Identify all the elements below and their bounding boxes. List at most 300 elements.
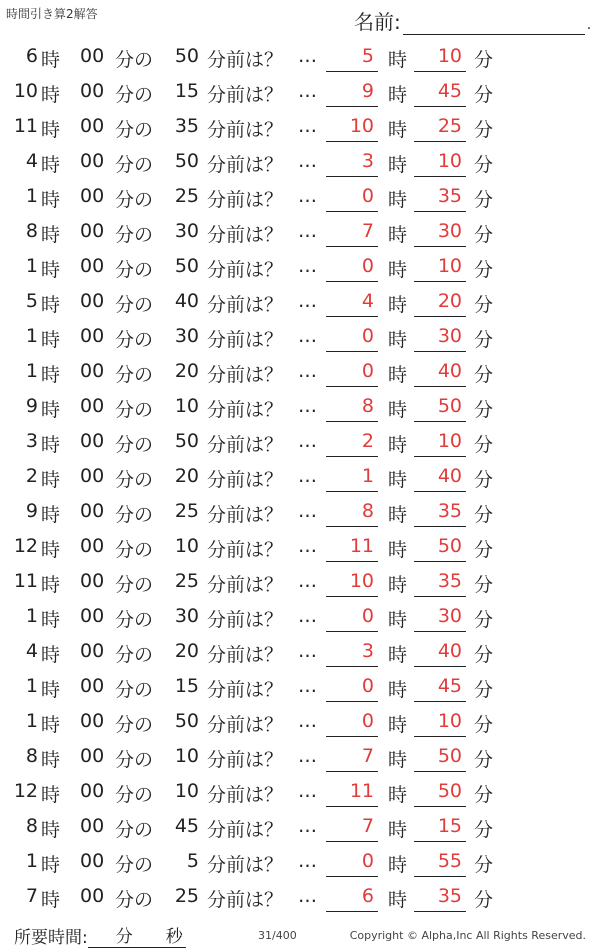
answer-hour[interactable]: 0: [326, 675, 378, 702]
start-minutes: 00: [80, 675, 105, 697]
start-minutes: 00: [80, 115, 105, 137]
answer-hour[interactable]: 11: [326, 780, 378, 807]
hour-unit: 時: [388, 504, 408, 526]
ellipsis: …: [298, 570, 317, 592]
minute-of-label: 分の: [115, 469, 154, 491]
hour-unit: 時: [388, 889, 408, 911]
answer-hour[interactable]: 7: [326, 815, 378, 842]
name-end-mark: .: [586, 17, 592, 33]
hour-unit: 時: [388, 819, 408, 841]
minute-of-label: 分の: [115, 889, 154, 911]
hour-unit: 時: [41, 714, 61, 736]
start-minutes: 00: [80, 80, 105, 102]
hour-unit: 時: [388, 294, 408, 316]
answer-hour[interactable]: 0: [326, 605, 378, 632]
start-minutes: 00: [80, 360, 105, 382]
minute-of-label: 分の: [115, 259, 154, 281]
problem-row: [0, 41, 600, 76]
minute-unit: 分: [474, 259, 494, 281]
start-hour: 1: [25, 850, 38, 872]
question-label: 分前は？: [207, 574, 284, 596]
start-hour: 2: [25, 465, 38, 487]
hour-unit: 時: [388, 644, 408, 666]
answer-hour[interactable]: 3: [326, 150, 378, 177]
hour-unit: 時: [41, 399, 61, 421]
minute-of-label: 分の: [115, 574, 154, 596]
answer-hour[interactable]: 8: [326, 395, 378, 422]
start-hour: 6: [25, 45, 38, 67]
ellipsis: …: [298, 640, 317, 662]
hour-unit: 時: [41, 364, 61, 386]
answer-minute[interactable]: 30: [414, 605, 466, 632]
minutes-unit: 分: [115, 927, 133, 947]
problem-row: [0, 181, 600, 216]
question-label: 分前は？: [207, 329, 284, 351]
answer-hour[interactable]: 6: [326, 885, 378, 912]
answer-minute[interactable]: 10: [414, 430, 466, 457]
subtract-minutes: 50: [174, 45, 199, 67]
answer-minute[interactable]: 35: [414, 570, 466, 597]
start-minutes: 00: [80, 640, 105, 662]
question-label: 分前は？: [207, 644, 284, 666]
minute-unit: 分: [474, 434, 494, 456]
ellipsis: …: [298, 115, 317, 137]
answer-hour[interactable]: 10: [326, 570, 378, 597]
copyright-notice: Copyright © Alpha,Inc All Rights Reserved.: [349, 929, 586, 942]
ellipsis: …: [298, 290, 317, 312]
answer-minute[interactable]: 50: [414, 395, 466, 422]
answer-hour[interactable]: 2: [326, 430, 378, 457]
hour-unit: 時: [41, 889, 61, 911]
minute-of-label: 分の: [115, 119, 154, 141]
hour-unit: 時: [41, 504, 61, 526]
ellipsis: …: [298, 80, 317, 102]
question-label: 分前は？: [207, 469, 284, 491]
answer-minute[interactable]: 35: [414, 500, 466, 527]
subtract-minutes: 50: [174, 150, 199, 172]
start-hour: 1: [25, 325, 38, 347]
subtract-minutes: 30: [174, 605, 199, 627]
subtract-minutes: 10: [174, 780, 199, 802]
start-hour: 12: [13, 535, 38, 557]
minute-of-label: 分の: [115, 399, 154, 421]
hour-unit: 時: [41, 644, 61, 666]
answer-minute[interactable]: 15: [414, 815, 466, 842]
subtract-minutes: 15: [174, 80, 199, 102]
start-hour: 12: [13, 780, 38, 802]
question-label: 分前は？: [207, 399, 284, 421]
minute-unit: 分: [474, 679, 494, 701]
minute-of-label: 分の: [115, 224, 154, 246]
minute-unit: 分: [474, 609, 494, 631]
hour-unit: 時: [388, 784, 408, 806]
minute-of-label: 分の: [115, 714, 154, 736]
answer-minute[interactable]: 40: [414, 360, 466, 387]
minute-of-label: 分の: [115, 784, 154, 806]
answer-minute[interactable]: 50: [414, 535, 466, 562]
ellipsis: …: [298, 325, 317, 347]
hour-unit: 時: [41, 119, 61, 141]
question-label: 分前は？: [207, 749, 284, 771]
start-hour: 1: [25, 255, 38, 277]
question-label: 分前は？: [207, 784, 284, 806]
minute-unit: 分: [474, 84, 494, 106]
question-label: 分前は？: [207, 434, 284, 456]
problem-row: [0, 426, 600, 461]
problem-row: [0, 76, 600, 111]
subtract-minutes: 50: [174, 255, 199, 277]
answer-hour[interactable]: 8: [326, 500, 378, 527]
answer-hour[interactable]: 0: [326, 850, 378, 877]
problem-row: [0, 706, 600, 741]
question-label: 分前は？: [207, 49, 284, 71]
problem-row: [0, 216, 600, 251]
hour-unit: 時: [388, 574, 408, 596]
answer-minute[interactable]: 45: [414, 80, 466, 107]
subtract-minutes: 10: [174, 535, 199, 557]
hour-unit: 時: [41, 854, 61, 876]
hour-unit: 時: [388, 49, 408, 71]
subtract-minutes: 10: [174, 395, 199, 417]
start-minutes: 00: [80, 500, 105, 522]
hour-unit: 時: [41, 679, 61, 701]
answer-minute[interactable]: 40: [414, 640, 466, 667]
minute-of-label: 分の: [115, 644, 154, 666]
subtract-minutes: 30: [174, 325, 199, 347]
start-hour: 4: [25, 150, 38, 172]
minute-of-label: 分の: [115, 84, 154, 106]
start-hour: 8: [25, 220, 38, 242]
minute-unit: 分: [474, 49, 494, 71]
answer-hour[interactable]: 5: [326, 45, 378, 72]
elapsed-time-blank[interactable]: [88, 929, 186, 948]
answer-hour[interactable]: 0: [326, 710, 378, 737]
hour-unit: 時: [388, 539, 408, 561]
answer-minute[interactable]: 50: [414, 780, 466, 807]
hour-unit: 時: [388, 749, 408, 771]
answer-minute[interactable]: 30: [414, 220, 466, 247]
minute-of-label: 分の: [115, 189, 154, 211]
problem-row: [0, 811, 600, 846]
start-minutes: 00: [80, 290, 105, 312]
minute-of-label: 分の: [115, 154, 154, 176]
hour-unit: 時: [41, 259, 61, 281]
minute-unit: 分: [474, 154, 494, 176]
start-hour: 9: [25, 395, 38, 417]
question-label: 分前は？: [207, 154, 284, 176]
subtract-minutes: 25: [174, 185, 199, 207]
start-hour: 11: [13, 115, 38, 137]
problem-row: [0, 111, 600, 146]
ellipsis: …: [298, 605, 317, 627]
start-hour: 7: [25, 885, 38, 907]
problem-row: [0, 776, 600, 811]
subtract-minutes: 30: [174, 220, 199, 242]
start-minutes: 00: [80, 220, 105, 242]
problem-row: [0, 636, 600, 671]
start-minutes: 00: [80, 150, 105, 172]
subtract-minutes: 10: [174, 745, 199, 767]
minute-unit: 分: [474, 714, 494, 736]
answer-minute[interactable]: 30: [414, 325, 466, 352]
answer-minute[interactable]: 10: [414, 45, 466, 72]
hour-unit: 時: [41, 294, 61, 316]
ellipsis: …: [298, 465, 317, 487]
subtract-minutes: 50: [174, 430, 199, 452]
minute-unit: 分: [474, 469, 494, 491]
question-label: 分前は？: [207, 679, 284, 701]
ellipsis: …: [298, 395, 317, 417]
hour-unit: 時: [388, 609, 408, 631]
ellipsis: …: [298, 535, 317, 557]
start-minutes: 00: [80, 710, 105, 732]
minute-unit: 分: [474, 364, 494, 386]
minute-unit: 分: [474, 189, 494, 211]
question-label: 分前は？: [207, 259, 284, 281]
ellipsis: …: [298, 710, 317, 732]
start-hour: 1: [25, 360, 38, 382]
start-minutes: 00: [80, 465, 105, 487]
start-minutes: 00: [80, 255, 105, 277]
start-hour: 4: [25, 640, 38, 662]
answer-minute[interactable]: 10: [414, 150, 466, 177]
answer-minute[interactable]: 20: [414, 290, 466, 317]
problem-row: [0, 251, 600, 286]
problem-row: [0, 881, 600, 916]
minute-unit: 分: [474, 294, 494, 316]
hour-unit: 時: [41, 84, 61, 106]
start-minutes: 00: [80, 570, 105, 592]
hour-unit: 時: [41, 154, 61, 176]
ellipsis: …: [298, 885, 317, 907]
name-blank[interactable]: [403, 14, 585, 35]
answer-hour[interactable]: 4: [326, 290, 378, 317]
subtract-minutes: 50: [174, 710, 199, 732]
hour-unit: 時: [388, 224, 408, 246]
answer-hour[interactable]: 0: [326, 255, 378, 282]
hour-unit: 時: [388, 84, 408, 106]
hour-unit: 時: [388, 434, 408, 456]
question-label: 分前は？: [207, 224, 284, 246]
problem-row: [0, 846, 600, 881]
problem-list: [0, 41, 600, 916]
problem-row: [0, 741, 600, 776]
minute-unit: 分: [474, 574, 494, 596]
ellipsis: …: [298, 185, 317, 207]
answer-hour[interactable]: 7: [326, 745, 378, 772]
problem-row: [0, 531, 600, 566]
minute-unit: 分: [474, 644, 494, 666]
minute-of-label: 分の: [115, 609, 154, 631]
minute-unit: 分: [474, 784, 494, 806]
question-label: 分前は？: [207, 119, 284, 141]
subtract-minutes: 25: [174, 570, 199, 592]
question-label: 分前は？: [207, 504, 284, 526]
minute-of-label: 分の: [115, 539, 154, 561]
question-label: 分前は？: [207, 889, 284, 911]
start-hour: 1: [25, 185, 38, 207]
subtract-minutes: 45: [174, 815, 199, 837]
answer-minute[interactable]: 35: [414, 885, 466, 912]
subtract-minutes: 20: [174, 640, 199, 662]
start-hour: 8: [25, 745, 38, 767]
answer-minute[interactable]: 40: [414, 465, 466, 492]
ellipsis: …: [298, 815, 317, 837]
minute-of-label: 分の: [115, 749, 154, 771]
answer-hour[interactable]: 11: [326, 535, 378, 562]
ellipsis: …: [298, 255, 317, 277]
answer-hour[interactable]: 0: [326, 185, 378, 212]
start-minutes: 00: [80, 815, 105, 837]
start-minutes: 00: [80, 745, 105, 767]
hour-unit: 時: [388, 469, 408, 491]
question-label: 分前は？: [207, 539, 284, 561]
start-hour: 1: [25, 710, 38, 732]
subtract-minutes: 5: [186, 850, 199, 872]
answer-hour[interactable]: 0: [326, 325, 378, 352]
seconds-unit: 秒: [165, 927, 183, 947]
ellipsis: …: [298, 500, 317, 522]
answer-hour[interactable]: 3: [326, 640, 378, 667]
ellipsis: …: [298, 780, 317, 802]
hour-unit: 時: [388, 259, 408, 281]
minute-of-label: 分の: [115, 364, 154, 386]
hour-unit: 時: [41, 329, 61, 351]
problem-row: [0, 601, 600, 636]
hour-unit: 時: [41, 819, 61, 841]
hour-unit: 時: [388, 364, 408, 386]
minute-of-label: 分の: [115, 819, 154, 841]
start-hour: 5: [25, 290, 38, 312]
elapsed-time: [14, 923, 186, 948]
minute-unit: 分: [474, 329, 494, 351]
answer-hour[interactable]: 10: [326, 115, 378, 142]
hour-unit: 時: [41, 784, 61, 806]
answer-minute[interactable]: 55: [414, 850, 466, 877]
start-minutes: 00: [80, 325, 105, 347]
minute-unit: 分: [474, 119, 494, 141]
hour-unit: 時: [41, 434, 61, 456]
ellipsis: …: [298, 850, 317, 872]
answer-hour[interactable]: 1: [326, 465, 378, 492]
minute-unit: 分: [474, 819, 494, 841]
subtract-minutes: 35: [174, 115, 199, 137]
start-minutes: 00: [80, 780, 105, 802]
start-hour: 9: [25, 500, 38, 522]
start-minutes: 00: [80, 850, 105, 872]
minute-of-label: 分の: [115, 679, 154, 701]
question-label: 分前は？: [207, 84, 284, 106]
answer-minute[interactable]: 50: [414, 745, 466, 772]
name-label: 名前:: [354, 10, 401, 34]
minute-unit: 分: [474, 224, 494, 246]
minute-unit: 分: [474, 854, 494, 876]
ellipsis: …: [298, 360, 317, 382]
question-label: 分前は？: [207, 609, 284, 631]
start-hour: 1: [25, 605, 38, 627]
hour-unit: 時: [388, 854, 408, 876]
subtract-minutes: 25: [174, 500, 199, 522]
answer-minute[interactable]: 45: [414, 675, 466, 702]
minute-of-label: 分の: [115, 329, 154, 351]
hour-unit: 時: [388, 189, 408, 211]
start-minutes: 00: [80, 430, 105, 452]
answer-minute[interactable]: 25: [414, 115, 466, 142]
answer-minute[interactable]: 10: [414, 255, 466, 282]
hour-unit: 時: [41, 749, 61, 771]
start-minutes: 00: [80, 185, 105, 207]
hour-unit: 時: [41, 539, 61, 561]
page-number: 31/400: [258, 929, 297, 942]
problem-row: [0, 391, 600, 426]
minute-of-label: 分の: [115, 504, 154, 526]
question-label: 分前は？: [207, 714, 284, 736]
answer-minute[interactable]: 10: [414, 710, 466, 737]
problem-row: [0, 566, 600, 601]
ellipsis: …: [298, 745, 317, 767]
start-hour: 8: [25, 815, 38, 837]
hour-unit: 時: [388, 679, 408, 701]
answer-minute[interactable]: 35: [414, 185, 466, 212]
hour-unit: 時: [41, 609, 61, 631]
problem-row: [0, 146, 600, 181]
minute-unit: 分: [474, 539, 494, 561]
hour-unit: 時: [388, 329, 408, 351]
problem-row: [0, 356, 600, 391]
ellipsis: …: [298, 150, 317, 172]
problem-row: [0, 671, 600, 706]
hour-unit: 時: [41, 189, 61, 211]
question-label: 分前は？: [207, 364, 284, 386]
ellipsis: …: [298, 430, 317, 452]
start-minutes: 00: [80, 45, 105, 67]
minute-of-label: 分の: [115, 49, 154, 71]
start-minutes: 00: [80, 885, 105, 907]
subtract-minutes: 40: [174, 290, 199, 312]
question-label: 分前は？: [207, 189, 284, 211]
answer-hour[interactable]: 7: [326, 220, 378, 247]
answer-hour[interactable]: 9: [326, 80, 378, 107]
minute-unit: 分: [474, 399, 494, 421]
hour-unit: 時: [41, 469, 61, 491]
start-minutes: 00: [80, 605, 105, 627]
minute-of-label: 分の: [115, 434, 154, 456]
start-hour: 1: [25, 675, 38, 697]
hour-unit: 時: [388, 119, 408, 141]
minute-unit: 分: [474, 504, 494, 526]
start-hour: 10: [13, 80, 38, 102]
hour-unit: 時: [388, 154, 408, 176]
start-hour: 3: [25, 430, 38, 452]
minute-unit: 分: [474, 749, 494, 771]
answer-hour[interactable]: 0: [326, 360, 378, 387]
start-minutes: 00: [80, 535, 105, 557]
hour-unit: 時: [41, 224, 61, 246]
minute-of-label: 分の: [115, 854, 154, 876]
worksheet-title: 時間引き算2解答: [6, 7, 98, 21]
subtract-minutes: 20: [174, 465, 199, 487]
name-field: [354, 6, 591, 35]
subtract-minutes: 25: [174, 885, 199, 907]
hour-unit: 時: [41, 49, 61, 71]
minute-unit: 分: [474, 889, 494, 911]
ellipsis: …: [298, 45, 317, 67]
ellipsis: …: [298, 220, 317, 242]
start-minutes: 00: [80, 395, 105, 417]
question-label: 分前は？: [207, 854, 284, 876]
problem-row: [0, 496, 600, 531]
subtract-minutes: 20: [174, 360, 199, 382]
